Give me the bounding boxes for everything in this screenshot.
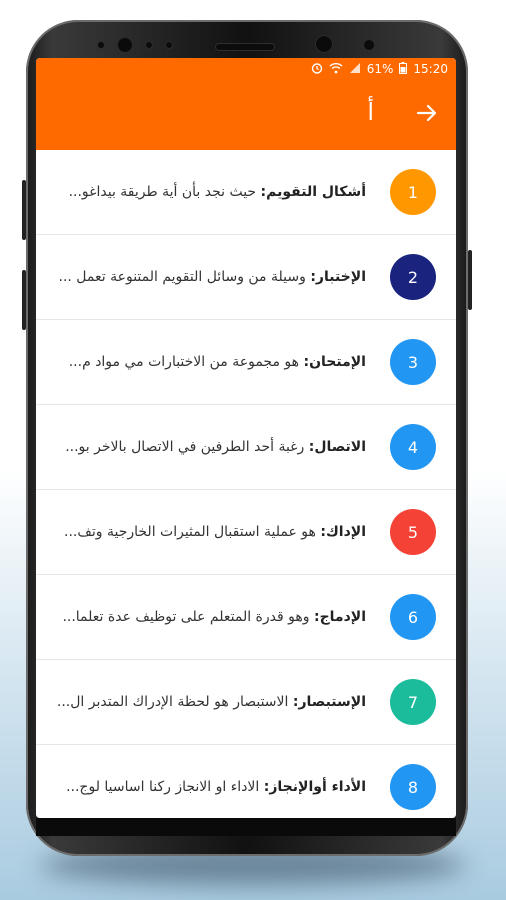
- item-number-badge: 6: [390, 594, 436, 640]
- item-description: الاداء او الانجاز ركنا اساسيا لوج...: [66, 779, 264, 795]
- sensor-dot: [146, 42, 152, 48]
- item-term: أشكال التقويم:: [260, 184, 366, 200]
- list-item[interactable]: [36, 235, 456, 320]
- list-item[interactable]: [36, 660, 456, 745]
- item-number-badge: 1: [390, 169, 436, 215]
- list-item[interactable]: [36, 150, 456, 235]
- item-term: الاتصال:: [308, 439, 366, 455]
- list-item[interactable]: [36, 320, 456, 405]
- item-term: الأداء أوالإنجاز:: [263, 779, 366, 795]
- list-item[interactable]: [36, 405, 456, 490]
- item-description: الاستبصار هو لحظة الإدراك المتدبر ال...: [56, 694, 293, 710]
- screen: [36, 58, 456, 818]
- list-item[interactable]: [36, 575, 456, 660]
- app-title: أ: [367, 98, 374, 126]
- battery-icon: [399, 62, 407, 77]
- item-term: الإمتحان:: [303, 354, 366, 370]
- item-term: الإداك:: [320, 524, 366, 540]
- list-item-text: [46, 320, 366, 404]
- list-item-text: [46, 490, 366, 574]
- item-number-badge: 2: [390, 254, 436, 300]
- item-description: هو مجموعة من الاختبارات مي مواد م...: [68, 354, 304, 370]
- phone-top-bezel: [26, 20, 468, 60]
- list-item-text: [46, 745, 366, 818]
- sensor-dot: [364, 40, 374, 50]
- item-term: الإدماج:: [313, 609, 366, 625]
- phone-side-button-left: [22, 180, 26, 240]
- item-term: الإستبصار:: [292, 694, 366, 710]
- item-description: هو عملية استقبال المثيرات الخارجية وتف...: [64, 524, 321, 540]
- item-description: حيث نجد بأن أية طريقة بيداغو...: [68, 184, 261, 200]
- item-description: وسيلة من وسائل التقويم المتنوعة تعمل ...: [58, 269, 311, 285]
- phone-side-button-left-2: [22, 270, 26, 330]
- item-description: رغبة أحد الطرفين في الاتصال بالاخر بو...: [65, 439, 309, 455]
- front-camera: [316, 36, 332, 52]
- list-item-text: [46, 150, 366, 234]
- alarm-icon: [311, 62, 323, 77]
- list-item[interactable]: [36, 745, 456, 818]
- item-number-badge: 7: [390, 679, 436, 725]
- battery-percent: 61%: [366, 62, 394, 76]
- signal-icon: [349, 62, 361, 77]
- sensor-dot: [98, 42, 104, 48]
- item-number-badge: 4: [390, 424, 436, 470]
- app-bar: [36, 80, 456, 150]
- list-item-text: [46, 405, 366, 489]
- sensor-dot: [118, 38, 132, 52]
- status-time: 15:20: [413, 62, 448, 76]
- list-item-text: [46, 235, 366, 319]
- phone-bottom-bezel: [36, 818, 456, 836]
- sensor-dot: [166, 42, 172, 48]
- list-item-text: [46, 575, 366, 659]
- terms-list: [36, 150, 456, 818]
- arrow-right-icon: [415, 101, 439, 129]
- list-item[interactable]: [36, 490, 456, 575]
- item-number-badge: 3: [390, 339, 436, 385]
- item-term: الإختبار:: [310, 269, 366, 285]
- back-button[interactable]: [410, 98, 444, 132]
- status-bar: [36, 58, 456, 80]
- phone-side-button-right: [468, 250, 472, 310]
- wifi-icon: [329, 62, 343, 77]
- item-number-badge: 8: [390, 764, 436, 810]
- list-item-text: [46, 660, 366, 744]
- earpiece-speaker: [216, 44, 274, 50]
- item-number-badge: 5: [390, 509, 436, 555]
- item-description: وهو قدرة المتعلم على توظيف عدة تعلما...: [62, 609, 314, 625]
